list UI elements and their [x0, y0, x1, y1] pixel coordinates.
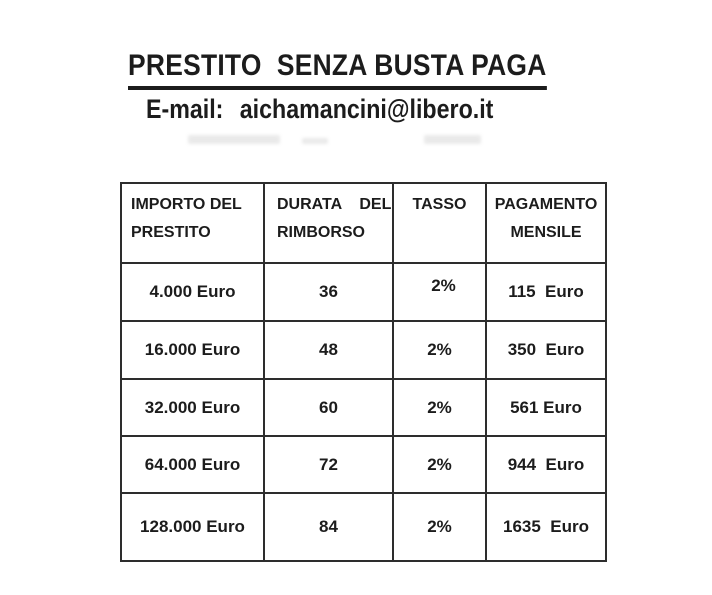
table-row [121, 436, 606, 493]
cell-value: 2% [427, 454, 452, 474]
header-line: PAGAMENTO [494, 196, 598, 213]
erased-text-artifact [302, 138, 328, 144]
cell-value: 944 Euro [507, 454, 585, 474]
cell-pagamento [486, 321, 606, 379]
cell-value: 4.000 Euro [149, 282, 236, 301]
cell-value: 561 Euro [510, 397, 582, 417]
cell-tasso [393, 321, 486, 379]
cell-importo [121, 379, 264, 436]
cell-importo [121, 321, 264, 379]
cell-value: 2% [427, 340, 452, 359]
cell-tasso [393, 493, 486, 561]
cell-pagamento [486, 436, 606, 493]
column-header-importo-del-prestito [121, 183, 264, 263]
page-title: PRESTITO SENZA BUSTA PAGA [128, 49, 547, 90]
column-header-pagamento-mensile [486, 183, 606, 263]
cell-pagamento [486, 493, 606, 561]
column-header-durata-del-rimborso [264, 183, 393, 263]
cell-value: 60 [319, 397, 338, 417]
cell-importo [121, 263, 264, 321]
email-label: E-mail: [146, 94, 224, 124]
table-row [121, 263, 606, 321]
header-line: RIMBORSO [277, 224, 365, 241]
column-header-tasso [393, 183, 486, 263]
cell-value: 1635 Euro [503, 517, 589, 536]
cell-pagamento [486, 263, 606, 321]
cell-durata [264, 379, 393, 436]
cell-importo [121, 436, 264, 493]
header-line: TASSO [412, 196, 467, 213]
cell-tasso [393, 263, 486, 321]
cell-value: 115 Euro [508, 282, 584, 301]
table-row [121, 379, 606, 436]
cell-value: 84 [319, 517, 338, 536]
cell-durata [264, 263, 393, 321]
cell-value: 2% [427, 517, 452, 536]
erased-text-artifact [188, 135, 280, 144]
cell-tasso [393, 379, 486, 436]
email-line [146, 94, 493, 125]
cell-value: 2% [431, 276, 456, 295]
cell-pagamento [486, 379, 606, 436]
cell-durata [264, 321, 393, 379]
cell-value: 350 Euro [507, 340, 585, 359]
cell-value: 48 [319, 340, 338, 359]
header-line: IMPORTO DEL [131, 196, 242, 213]
cell-value: 128.000 Euro [140, 517, 245, 536]
cell-value: 36 [319, 282, 338, 301]
erased-text-artifact [424, 135, 481, 144]
header-line: DURATA DEL [277, 196, 392, 213]
cell-value: 72 [319, 454, 338, 474]
cell-value: 64.000 Euro [144, 454, 241, 474]
cell-importo [121, 493, 264, 561]
email-address: aichamancini@libero.it [239, 94, 494, 124]
cell-durata [264, 436, 393, 493]
cell-value: 32.000 Euro [144, 397, 241, 417]
header-line: MENSILE [510, 224, 582, 241]
table-header-row [121, 183, 606, 263]
table-row [121, 321, 606, 379]
cell-tasso [393, 436, 486, 493]
header-line: PRESTITO [131, 224, 211, 241]
cell-value: 2% [427, 397, 452, 417]
loan-table [120, 182, 607, 562]
table-row [121, 493, 606, 561]
cell-durata [264, 493, 393, 561]
cell-value: 16.000 Euro [144, 340, 241, 359]
